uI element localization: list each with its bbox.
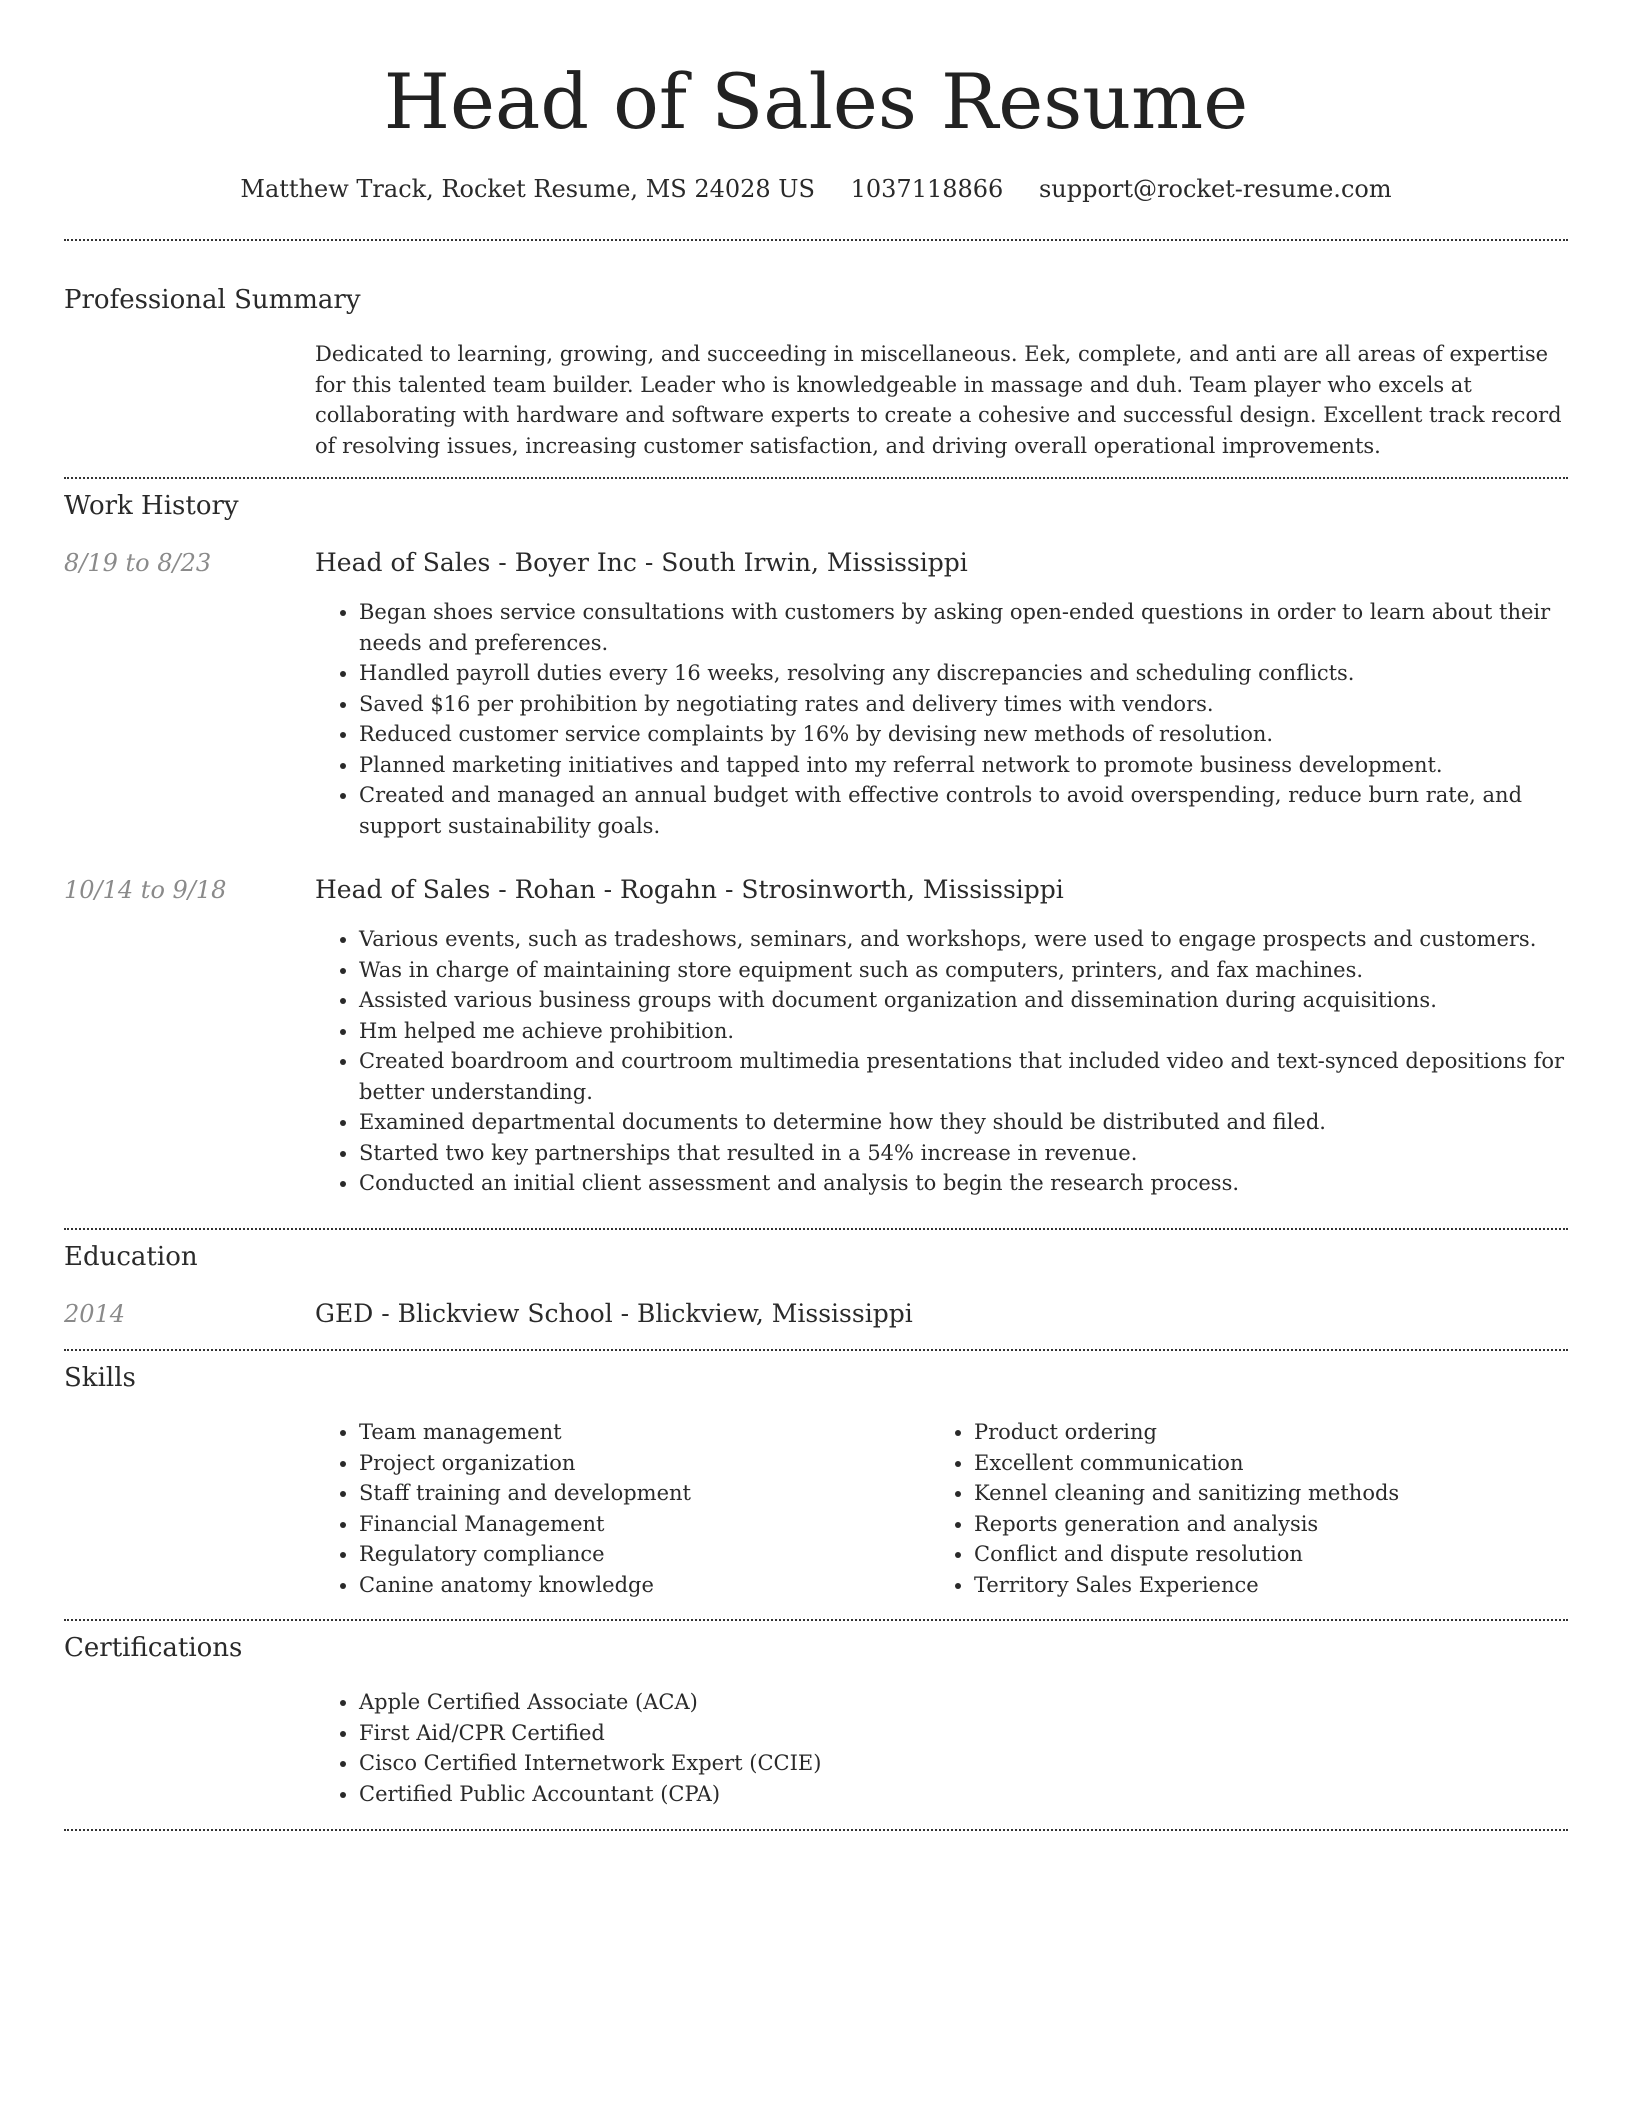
job-2-title: Head of Sales - Rohan - Rogahn - Strosinworth, Mississippi: [315, 875, 1064, 904]
skill-item: • Project organization: [359, 1448, 915, 1479]
skills-list-left: [315, 1417, 915, 1600]
certifications-list: [315, 1687, 1568, 1809]
section-divider: [64, 1619, 1568, 1621]
section-divider: [64, 239, 1568, 241]
job-1-bullets: [315, 597, 1568, 841]
job-bullet: • Began shoes service consultations with customers by asking open-ended questions in order to learn about their needs and preferences.: [359, 597, 1568, 658]
work-history-heading: Work History: [64, 491, 239, 521]
education-heading: Education: [64, 1242, 198, 1272]
job-bullet: • Planned marketing initiatives and tapped into my referral network to promote business development.: [359, 750, 1568, 781]
summary-text: Dedicated to learning, growing, and succeeding in miscellaneous. Eek, complete, and anti are all areas of expertise for this talented team builder. Leader who is knowledgeable in massage and duh. Team player who excels at collaborating with hardware and software experts to create a cohesive and successful design. Excellent track record of resolving issues, increasing customer satisfaction, and driving overall operational improvements.: [315, 342, 1562, 458]
summary-heading: Professional Summary: [64, 285, 361, 315]
job-bullet: • Examined departmental documents to determine how they should be distributed and filed.: [359, 1107, 1568, 1138]
section-divider: [64, 1228, 1568, 1230]
job-bullet: • Hm helped me achieve prohibition.: [359, 1016, 1568, 1047]
job-bullet: • Assisted various business groups with document organization and dissemination during acquisitions.: [359, 985, 1568, 1016]
education-title: GED - Blickview School - Blickview, Mississippi: [315, 1299, 913, 1328]
skill-item: • Conflict and dispute resolution: [974, 1539, 1530, 1570]
job-bullet: • Created boardroom and courtroom multimedia presentations that included video and text-synced depositions for better understanding.: [359, 1046, 1568, 1107]
certification-item: • First Aid/CPR Certified: [359, 1718, 1568, 1749]
skills-heading: Skills: [64, 1363, 136, 1393]
skill-item: • Product ordering: [974, 1417, 1530, 1448]
job-bullet: • Various events, such as tradeshows, seminars, and workshops, were used to engage prospects and customers.: [359, 924, 1568, 955]
section-divider: [64, 1829, 1568, 1831]
job-2-dates: 10/14 to 9/18: [64, 876, 227, 904]
job-bullet: • Saved $16 per prohibition by negotiating rates and delivery times with vendors.: [359, 689, 1568, 720]
job-bullet: • Created and managed an annual budget with effective controls to avoid overspending, reduce burn rate, and support sustainability goals.: [359, 780, 1568, 841]
education-dates: 2014: [64, 1300, 126, 1328]
skill-item: • Financial Management: [359, 1509, 915, 1540]
contact-phone: 1037118866: [850, 175, 1004, 203]
certification-item: • Cisco Certified Internetwork Expert (CCIE): [359, 1748, 1568, 1779]
contact-line: [64, 171, 1568, 207]
certifications-heading: Certifications: [64, 1633, 243, 1663]
section-divider: [64, 1349, 1568, 1351]
skill-item: • Canine anatomy knowledge: [359, 1570, 915, 1601]
skill-item: • Regulatory compliance: [359, 1539, 915, 1570]
job-bullet: • Handled payroll duties every 16 weeks, resolving any discrepancies and scheduling conflicts.: [359, 658, 1568, 689]
skills-list-right: [930, 1417, 1530, 1600]
skill-item: • Staff training and development: [359, 1478, 915, 1509]
certification-item: • Certified Public Accountant (CPA): [359, 1779, 1568, 1810]
skill-item: • Reports generation and analysis: [974, 1509, 1530, 1540]
contact-email: support@rocket-resume.com: [1038, 175, 1392, 203]
certification-item: • Apple Certified Associate (ACA): [359, 1687, 1568, 1718]
job-1-dates: 8/19 to 8/23: [64, 549, 212, 577]
job-bullet: • Started two key partnerships that resulted in a 54% increase in revenue.: [359, 1138, 1568, 1169]
job-1-title: Head of Sales - Boyer Inc - South Irwin, Mississippi: [315, 548, 968, 577]
job-bullet: • Was in charge of maintaining store equipment such as computers, printers, and fax machines.: [359, 955, 1568, 986]
skill-item: • Excellent communication: [974, 1448, 1530, 1479]
job-bullet: • Conducted an initial client assessment and analysis to begin the research process.: [359, 1168, 1568, 1199]
job-bullet: • Reduced customer service complaints by 16% by devising new methods of resolution.: [359, 719, 1568, 750]
job-2-bullets: [315, 924, 1568, 1199]
contact-address: Matthew Track, Rocket Resume, MS 24028 US: [240, 175, 815, 203]
skill-item: • Territory Sales Experience: [974, 1570, 1530, 1601]
skill-item: • Kennel cleaning and sanitizing methods: [974, 1478, 1530, 1509]
section-divider: [64, 477, 1568, 479]
resume-title: Head of Sales Resume: [383, 57, 1249, 146]
skill-item: • Team management: [359, 1417, 915, 1448]
